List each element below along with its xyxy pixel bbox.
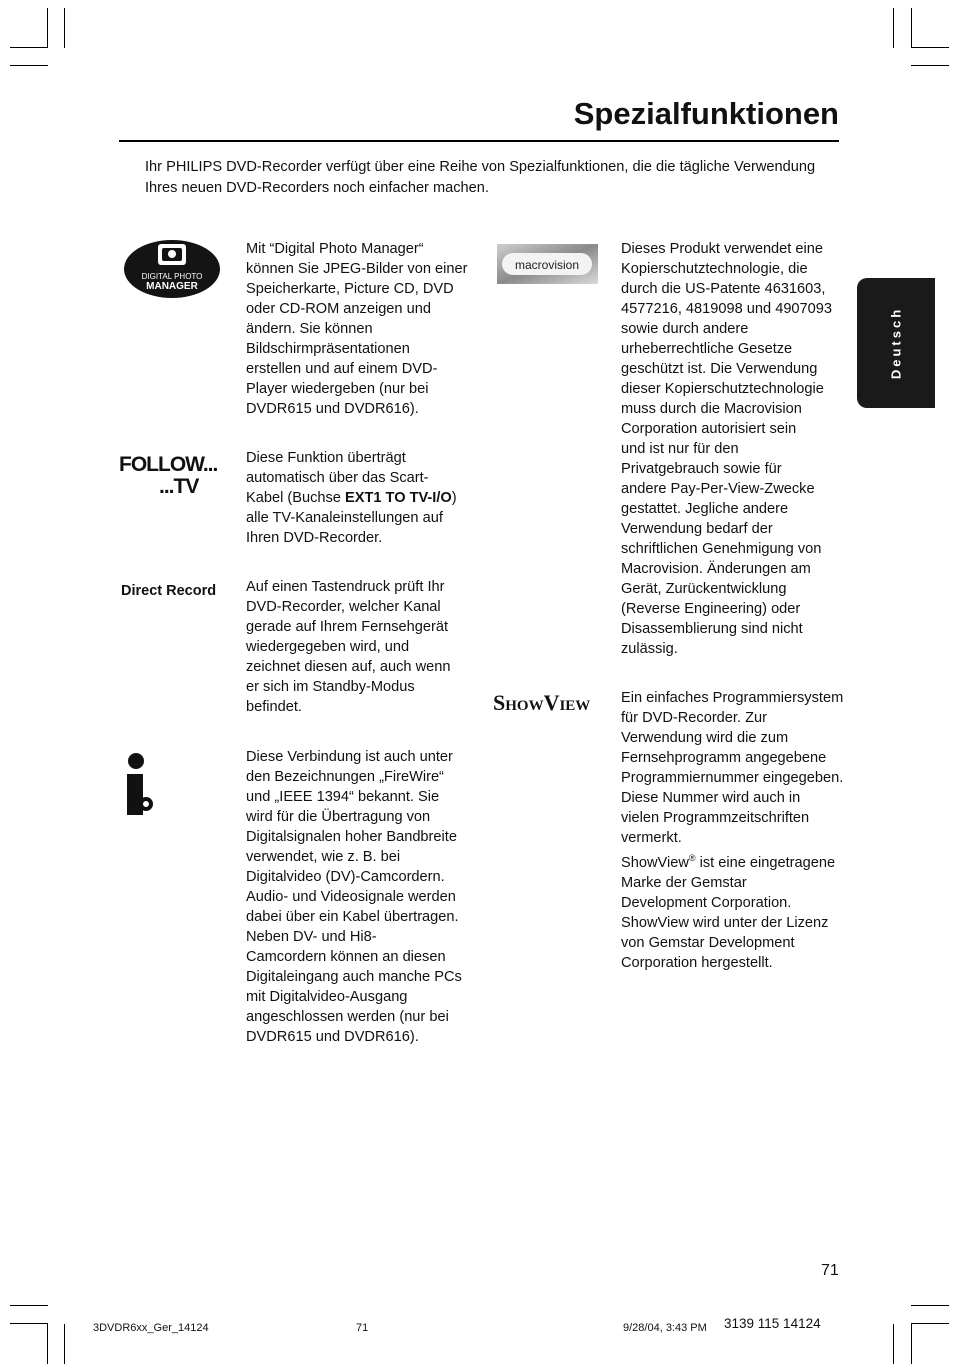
crop-mark (10, 47, 48, 48)
digital-photo-manager-logo (123, 238, 221, 300)
connector-label: EXT1 TO TV-I/O (344, 490, 452, 506)
crop-mark (911, 65, 949, 66)
crop-mark (911, 8, 912, 48)
crop-mark (911, 1323, 949, 1324)
crop-mark (10, 1305, 48, 1306)
follow-tv-logo-line2: ...TV (159, 475, 199, 498)
crop-mark (911, 1324, 912, 1364)
footer-filename: 3DVDR6xx_Ger_14124 (93, 1322, 209, 1334)
crop-mark (911, 1305, 949, 1306)
title-rule (119, 140, 839, 142)
photo-manager-logo-line1: DIGITAL PHOTO (141, 272, 203, 281)
crop-mark (893, 8, 894, 48)
macrovision-logo (497, 244, 598, 284)
page-title: Spezialfunktionen (573, 96, 839, 131)
crop-mark (911, 47, 949, 48)
crop-mark (47, 1324, 48, 1364)
follow-tv-description: Diese Funktion überträgt automatisch über das Scart- Kabel (Buchse EXT1 TO TV-I/O) alle TV-Kanaleinstellungen auf Ihren DVD-Recorder. (246, 450, 457, 546)
ilink-logo-icon (124, 752, 154, 816)
crop-mark (47, 8, 48, 48)
page-number: 71 (821, 1262, 839, 1279)
crop-mark (10, 1323, 48, 1324)
footer-page: 71 (356, 1322, 369, 1334)
registered-mark: ® (688, 853, 696, 863)
macrovision-description: Dieses Produkt verwendet eine Kopierschutztechnologie, die durch die US-Patente 4631603, 4577216, 4819098 und 4907093 sowie durch andere urheberrechtliche Gesetze geschützt ist. Die Verwendung dieser Kopierschutztechnologie muss durch die Macrovision Corporation autorisiert sein und ist nur für den Privatgebrauch sowie für andere Pay-Per-View-Zwecke gestattet. Jegliche andere Verwendung bedarf der schriftlichen Genehmigung von Macrovision. Änderungen am Gerät, Zurückentwicklung (Reverse Engineering) oder Disassemblierung sind nicht zulässig. (621, 241, 833, 657)
photo-manager-logo-line2: MANAGER (146, 281, 198, 292)
showview-logo: ShowView (493, 690, 591, 715)
ilink-description: Diese Verbindung ist auch unter den Bezeichnungen „FireWire“ und „IEEE 1394“ bekannt. Sie wird für die Übertragung von Digitalsignalen hoher Bandbreite verwendet, wie z. B. bei Digitalvideo (DV)-Camcordern. Audio- und Videosignale werden dabei über ein Kabel übertragen. Neben DV- und Hi8- Camcordern können an diesen Digitaleingang auch manche PCs mit Digitalvideo-Ausgang angeschlossen werden (nur bei DVDR615 und DVDR616). (246, 749, 462, 1045)
crop-mark (64, 1324, 65, 1364)
footer-code: 3139 115 14124 (724, 1316, 821, 1331)
intro-paragraph: Ihr PHILIPS DVD-Recorder verfügt über eine Reihe von Spezialfunktionen, die die tägliche Verwendung Ihres neuen DVD-Recorders noch einfacher machen. (145, 159, 816, 196)
direct-record-label: Direct Record (121, 583, 217, 599)
crop-mark (64, 8, 65, 48)
macrovision-logo-text: macrovision (514, 258, 580, 272)
footer-date: 9/28/04, 3:43 PM (623, 1322, 707, 1334)
crop-mark (893, 1324, 894, 1364)
language-tab-label: Deutsch (888, 306, 904, 380)
showview-description: Ein einfaches Programmiersystem für DVD-Recorder. Zur Verwendung wird die zum Fernsehprogramm angegebene Programmiernummer eingegeben. Diese Nummer wird auch in vielen Programmzeitschriften vermerkt. ShowView® ist eine eingetragene Marke der Gemstar Development Corporation. ShowView wird unter der Lizenz von Gemstar Development Corporation hergestellt. (621, 690, 844, 971)
follow-tv-logo (119, 454, 234, 502)
language-tab (857, 278, 935, 408)
photo-manager-description: Mit “Digital Photo Manager“ können Sie JPEG-Bilder von einer Speicherkarte, Picture CD, DVD oder CD-ROM anzeigen und ändern. Sie können Bildschirmpräsentationen erstellen und auf einem DVD- Player wiedergeben (nur bei DVDR615 und DVDR616). (246, 241, 468, 417)
crop-mark (10, 65, 48, 66)
follow-tv-logo-line1: FOLLOW... (119, 453, 218, 476)
direct-record-description: Auf einen Tastendruck prüft Ihr DVD-Recorder, welcher Kanal gerade auf Ihrem Fernsehgerät wiedergegeben wird, und zeichnet diesen auf, auch wenn er sich im Standby-Modus befindet. (246, 579, 451, 715)
